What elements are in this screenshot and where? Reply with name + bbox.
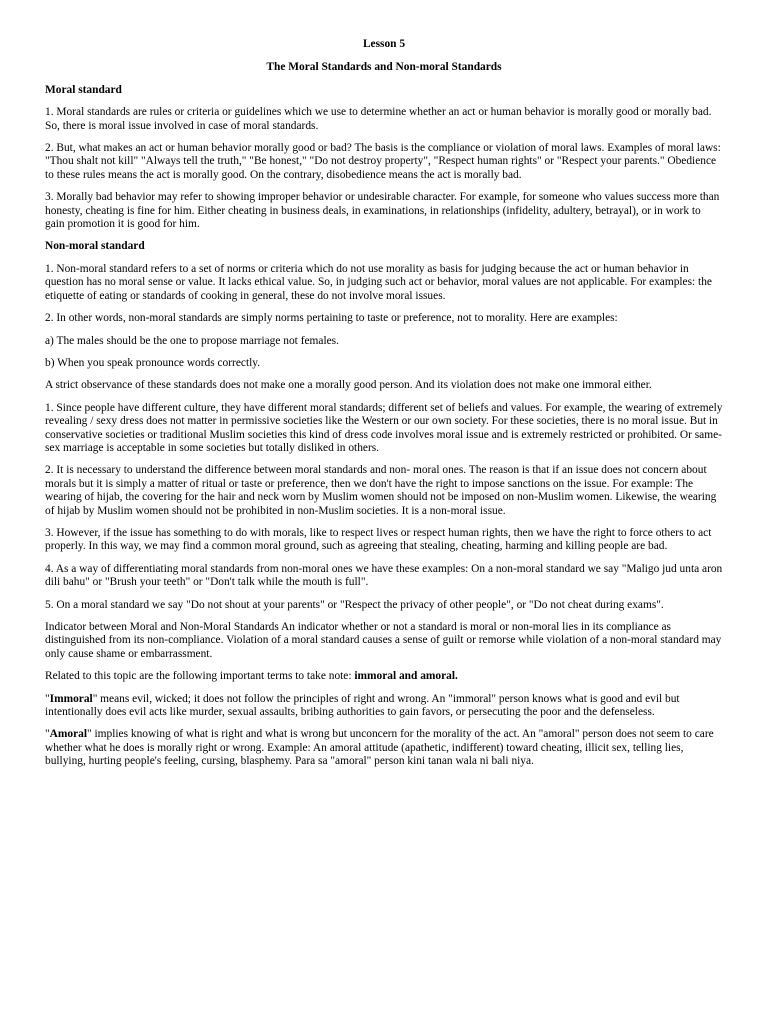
related-terms-paragraph <box>45 670 723 683</box>
moral-paragraph-1: 1. Moral standards are rules or criteria or guidelines which we use to determine whether an act or human behavior is morally good or morally bad. So, there is moral issue involved in case of moral standards. <box>45 106 712 132</box>
difference-paragraph-4: 4. As a way of differentiating moral standards from non-moral ones we have these examples: On a non-moral standard we say "Maligo jud unta aron dili bahu" or "Brush your teeth" or "Don't talk while the mouth is full". <box>45 562 723 589</box>
difference-paragraph-1: 1. Since people have different culture, they have different moral standards; different set of beliefs and values. For example, the wearing of extremely revealing / sexy dress does not matter in permissive societies like the Western or our own society. For these societies, there is no moral issue. But in conservative societies or traditional Muslim societies this kind of dress code involves moral issue and is extremely restricted or prohibited. Or same-sex marriage is acceptable in some societies but totally disliked in others. <box>45 401 723 454</box>
indicator-paragraph: Indicator between Moral and Non-Moral Standards An indicator whether or not a standard is moral or non-moral lies in its compliance as distinguished from its non-compliance. Violation of a moral standard causes a sense of guilt or remorse while violation of a non-moral standard may only cause shame or embarrassment. <box>45 621 722 660</box>
immoral-open-quote: " <box>45 692 50 705</box>
document-title: The Moral Standards and Non-moral Standards <box>266 61 502 74</box>
immoral-term: Immoral <box>49 692 93 705</box>
related-terms-bold: immoral and amoral. <box>354 670 458 683</box>
non-moral-standard-heading: Non-moral standard <box>45 240 145 253</box>
example-a: a) The males should be the one to propose marriage not females. <box>45 334 339 347</box>
document-page <box>45 38 723 778</box>
amoral-definition-text: " implies knowing of what is right and what is wrong but unconcern for the morality of the act. An "amoral" person does not seem to care whether what he does is morally right or wrong. Example: An amoral attitude (apathetic, indifferent) toward cheating, illicit sex, telling lies, bullying, hurting people's feeling, cursing, blasphemy. Para sa "amoral" person kini tanan wala ni bali niya. <box>45 728 714 768</box>
immoral-definition <box>45 693 723 720</box>
related-terms-prefix: Related to this topic are the following important terms to take note: <box>45 670 355 683</box>
strict-observance-paragraph: A strict observance of these standards does not make one a morally good person. And its violation does not make one immoral either. <box>45 379 652 392</box>
moral-standard-heading: Moral standard <box>45 83 122 96</box>
amoral-term: Amoral <box>49 728 87 741</box>
amoral-open-quote: " <box>45 728 50 741</box>
example-b: b) When you speak pronounce words correctly. <box>45 356 261 369</box>
moral-paragraph-2: 2. But, what makes an act or human behavior morally good or bad? The basis is the compliance or violation of moral laws. Examples of moral laws: "Thou shalt not kill" "Always tell the truth," "Be honest," "Do not destroy property", "Respect human rights" or "Respect your parents." Obedience to these rules means the act is morally good. On the contrary, disobedience means the act is morally bad. <box>45 142 721 181</box>
moral-paragraph-3: 3. Morally bad behavior may refer to showing improper behavior or undesirable character. For example, for someone who values success more than honesty, cheating is fine for him. Either cheating in business deals, in examinations, in relationships (infidelity, adultery, betrayal), or in work to gain promotion it is good for him. <box>45 191 720 231</box>
amoral-definition <box>45 728 723 768</box>
difference-paragraph-5: 5. On a moral standard we say "Do not shout at your parents" or "Respect the privacy of other people", or "Do not cheat during exams". <box>45 598 664 611</box>
non-moral-paragraph-1: 1. Non-moral standard refers to a set of norms or criteria which do not use morality as basis for judging because the act or human behavior in question has no moral sense or value. It lacks ethical value. So, in judging such act or behavior, moral values are not applicable. For examples: the etiquette of eating or standards of cooking in general, these do not involve moral issues. <box>45 262 712 302</box>
non-moral-paragraph-2: 2. In other words, non-moral standards are simply norms pertaining to taste or preference, not to morality. Here are examples: <box>45 312 618 325</box>
difference-paragraph-3: 3. However, if the issue has something to do with morals, like to respect lives or respect human rights, then we have the right to force others to act properly. In this way, we may find a common moral ground, such as agreeing that stealing, cheating, harming and killing people are bad. <box>45 526 712 553</box>
lesson-number: Lesson 5 <box>362 38 406 50</box>
difference-paragraph-2: 2. It is necessary to understand the difference between moral standards and non- moral ones. The reason is that if an issue does not concern about morals but it is simply a matter of ritual or taste or preference, then we don't have the right to impose sanctions on the issue. For example: The wearing of hijab, the covering for the hair and neck worn by Muslim women should not be imposed on non-Muslim women. Likewise, the wearing of hijab by Muslim women should not be prohibited in non-Muslim societies. It is a non-moral issue. <box>45 464 717 517</box>
immoral-definition-text: " means evil, wicked; it does not follow the principles of right and wrong. An "immoral" person knows what is good and evil but intentionally does evil acts like murder, sexual assaults, bribing authorities to gain favors, or persecuting the poor and the defenseless. <box>45 692 680 719</box>
